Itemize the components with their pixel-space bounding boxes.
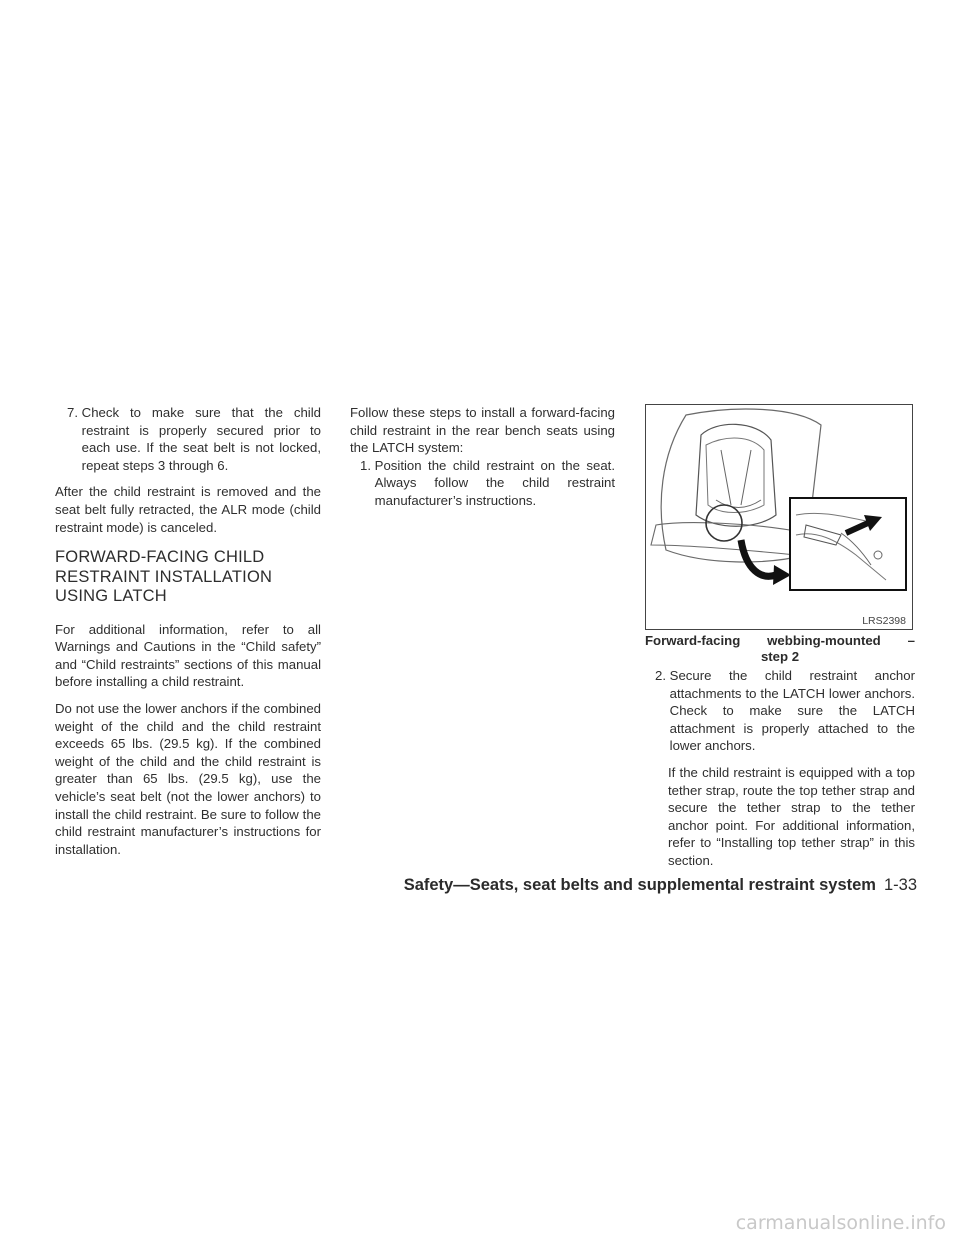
step-number: 1.	[360, 457, 375, 473]
section-heading: FORWARD-FACING CHILD RESTRAINT INSTALLATION USING LATCH	[55, 548, 273, 606]
footer-section-title: Safety—Seats, seat belts and supplemental restraint system	[403, 876, 876, 894]
paragraph-alr-mode: After the child restraint is removed and the seat belt fully retracted, the ALR mode (child restraint mode) is canceled.	[55, 484, 321, 535]
child-restraint-figure	[645, 404, 913, 630]
paragraph-additional-info: For additional information, refer to all Warnings and Cautions in the “Child safety” and “Child restraints” sections of this manual before installing a child restraint.	[55, 621, 321, 690]
column-middle	[350, 404, 615, 510]
figure-caption-line1: Forward-facing webbing-mounted –	[645, 633, 915, 648]
page-number: 1-33	[883, 876, 917, 894]
step-text: Secure the child restraint anchor attachments to the LATCH lower anchors. Check to make sure the LATCH attachment is properly attached to the lower anchors.	[669, 668, 915, 754]
paragraph-intro: Follow these steps to install a forward-facing child restraint in the rear bench seats using the LATCH system:	[350, 405, 615, 456]
figure-caption-line2: step 2	[760, 649, 800, 664]
figure-code: LRS2398	[862, 615, 906, 627]
list-item-step-2	[645, 667, 915, 755]
watermark: carmanualsonline.info	[735, 1212, 946, 1234]
column-right	[645, 404, 915, 870]
step-text: Position the child restraint on the seat. Always follow the child restraint manufacturer’s instructions.	[374, 457, 615, 508]
step-number: 2.	[655, 668, 670, 683]
step-number: 7.	[67, 405, 82, 420]
child-seat-illustration	[646, 405, 913, 630]
list-item-step-7	[55, 404, 321, 474]
list-item-step-1	[350, 457, 615, 510]
column-left	[55, 404, 321, 858]
step-text: Check to make sure that the child restraint is properly secured prior to each use. If the seat belt is not locked, repeat steps 3 through 6.	[81, 405, 321, 473]
page-footer	[404, 876, 917, 895]
paragraph-top-tether-note: If the child restraint is equipped with a top tether strap, route the top tether strap and secure the tether strap to the tether anchor point. For additional information, refer to “Installing top tether strap” in this section.	[668, 764, 915, 868]
paragraph-lower-anchors: Do not use the lower anchors if the combined weight of the child and the child restraint exceeds 65 lbs. (29.5 kg). If the combined weight of the child and the child restraint is greater than 65 lbs. (29.5 kg), use the vehicle’s seat belt (not the lower anchors) to install the child restraint. Be sure to follow the child restraint manufacturer’s instructions for installation.	[55, 701, 321, 857]
